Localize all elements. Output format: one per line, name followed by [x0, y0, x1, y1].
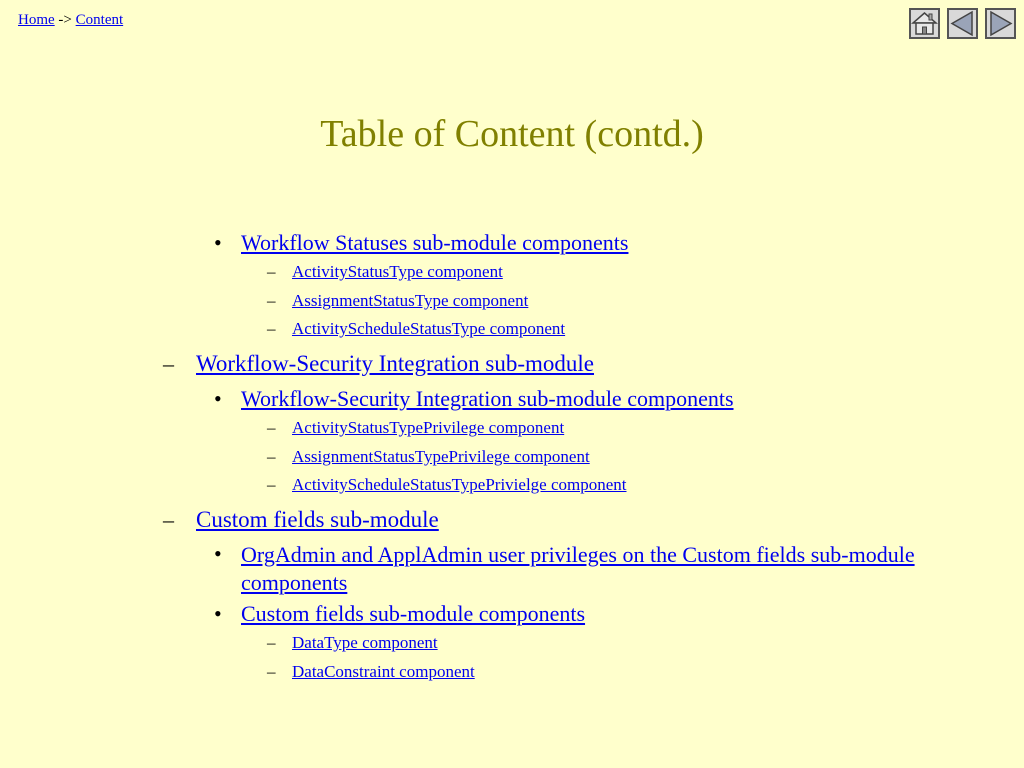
dash-marker: –	[267, 633, 276, 652]
dash-marker: –	[267, 447, 276, 466]
right-triangle-icon	[987, 10, 1014, 37]
dash-marker: –	[267, 418, 276, 437]
toc-link-custom-fields-components[interactable]: Custom fields sub-module components	[241, 601, 586, 626]
left-triangle-icon	[949, 10, 976, 37]
next-button[interactable]	[985, 8, 1016, 39]
home-button[interactable]	[909, 8, 940, 39]
dash-marker: –	[163, 507, 174, 532]
breadcrumb	[18, 11, 123, 29]
bullet-marker: •	[214, 230, 222, 255]
dash-marker: –	[267, 319, 276, 338]
toc-link-workflow-statuses-components[interactable]: Workflow Statuses sub-module components	[241, 230, 629, 255]
toc-link-activity-schedule-status-type[interactable]: ActivityScheduleStatusType component	[292, 319, 566, 338]
bullet-marker: •	[214, 386, 222, 411]
toc-link-activity-status-type[interactable]: ActivityStatusType component	[292, 262, 503, 281]
toc-link-activity-schedule-status-type-privielge[interactable]: ActivityScheduleStatusTypePrivielge component	[292, 475, 627, 494]
dash-marker: –	[163, 351, 174, 376]
previous-button[interactable]	[947, 8, 978, 39]
toc-link-assignment-status-type-privilege[interactable]: AssignmentStatusTypePrivilege component	[292, 447, 590, 466]
page-title: Table of Content (contd.)	[320, 113, 704, 155]
breadcrumb-separator: ->	[58, 12, 72, 28]
toc-link-dataconstraint-component[interactable]: DataConstraint component	[292, 662, 475, 681]
slide-navigation	[909, 8, 1016, 39]
toc-link-activity-status-type-privilege[interactable]: ActivityStatusTypePrivilege component	[292, 418, 565, 437]
home-icon	[911, 10, 938, 37]
toc-link-orgadmin-appladmin-privileges[interactable]: OrgAdmin and ApplAdmin user privileges on the Custom fields sub-module components	[241, 542, 915, 595]
toc-link-datatype-component[interactable]: DataType component	[292, 633, 438, 652]
dash-marker: –	[267, 291, 276, 310]
toc-link-assignment-status-type[interactable]: AssignmentStatusType component	[292, 291, 529, 310]
dash-marker: –	[267, 262, 276, 281]
toc-link-workflow-security-module[interactable]: Workflow-Security Integration sub-module	[196, 351, 594, 376]
bullet-marker: •	[214, 601, 222, 626]
dash-marker: –	[267, 475, 276, 494]
toc-link-workflow-security-components[interactable]: Workflow-Security Integration sub-module components	[241, 386, 734, 411]
breadcrumb-content-link[interactable]: Content	[75, 12, 124, 28]
dash-marker: –	[267, 662, 276, 681]
breadcrumb-home-link[interactable]: Home	[18, 12, 55, 28]
bullet-marker: •	[214, 541, 222, 566]
toc-link-custom-fields-module[interactable]: Custom fields sub-module	[196, 507, 439, 532]
